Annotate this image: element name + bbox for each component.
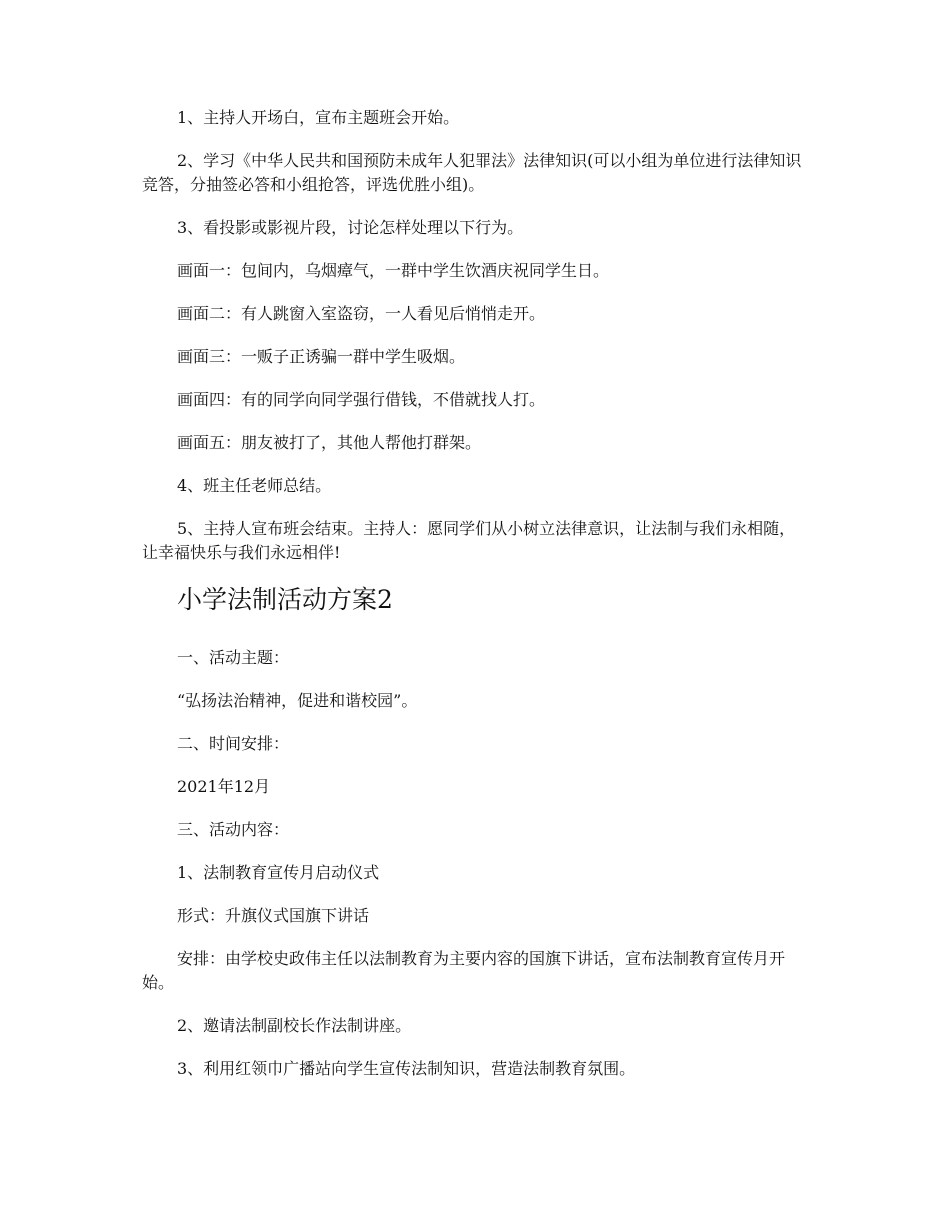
- paragraph: 1、主持人开场白，宣布主题班会开始。: [177, 108, 460, 127]
- paragraph: 安排：由学校史政伟主任以法制教育为主要内容的国旗下讲话，宣布法制教育宣传月开始。: [142, 949, 786, 992]
- paragraph: 一、活动主题：: [177, 648, 290, 667]
- paragraph: 4、班主任老师总结。: [177, 476, 332, 495]
- paragraph: 三、活动内容：: [177, 820, 290, 839]
- paragraph: 二、时间安排：: [177, 734, 290, 753]
- paragraph: 2、学习《中华人民共和国预防未成年人犯罪法》法律知识(可以小组为单位进行法律知识竞答，分抽签必答和小组抢答，评选优胜小组)。: [142, 151, 802, 194]
- paragraph: 画面五：朋友被打了，其他人帮他打群架。: [177, 433, 482, 452]
- section-title: 小学法制活动方案2: [177, 585, 393, 614]
- paragraph: 1、法制教育宣传月启动仪式: [177, 863, 380, 882]
- paragraph: 画面二：有人跳窗入室盗窃，一人看见后悄悄走开。: [177, 304, 546, 323]
- paragraph: 3、看投影或影视片段，讨论怎样处理以下行为。: [177, 218, 524, 237]
- paragraph: 5、主持人宣布班会结束。主持人：愿同学们从小树立法律意识，让法制与我们永相随，让幸福快乐与我们永远相伴!: [142, 519, 796, 562]
- paragraph: 2、邀请法制副校长作法制讲座。: [177, 1016, 412, 1035]
- paragraph: 画面一：包间内，乌烟瘴气，一群中学生饮酒庆祝同学生日。: [177, 261, 610, 280]
- paragraph: 3、利用红领巾广播站向学生宣传法制知识，营造法制教育氛围。: [177, 1059, 636, 1078]
- paragraph: 2021年12月: [177, 777, 271, 796]
- paragraph: 形式：升旗仪式国旗下讲话: [177, 906, 370, 925]
- paragraph: 画面四：有的同学向同学强行借钱，不借就找人打。: [177, 390, 546, 409]
- paragraph: “弘扬法治精神，促进和谐校园”。: [177, 691, 418, 710]
- document-content: [142, 106, 810, 1100]
- paragraph: 画面三：一贩子正诱骗一群中学生吸烟。: [177, 347, 466, 366]
